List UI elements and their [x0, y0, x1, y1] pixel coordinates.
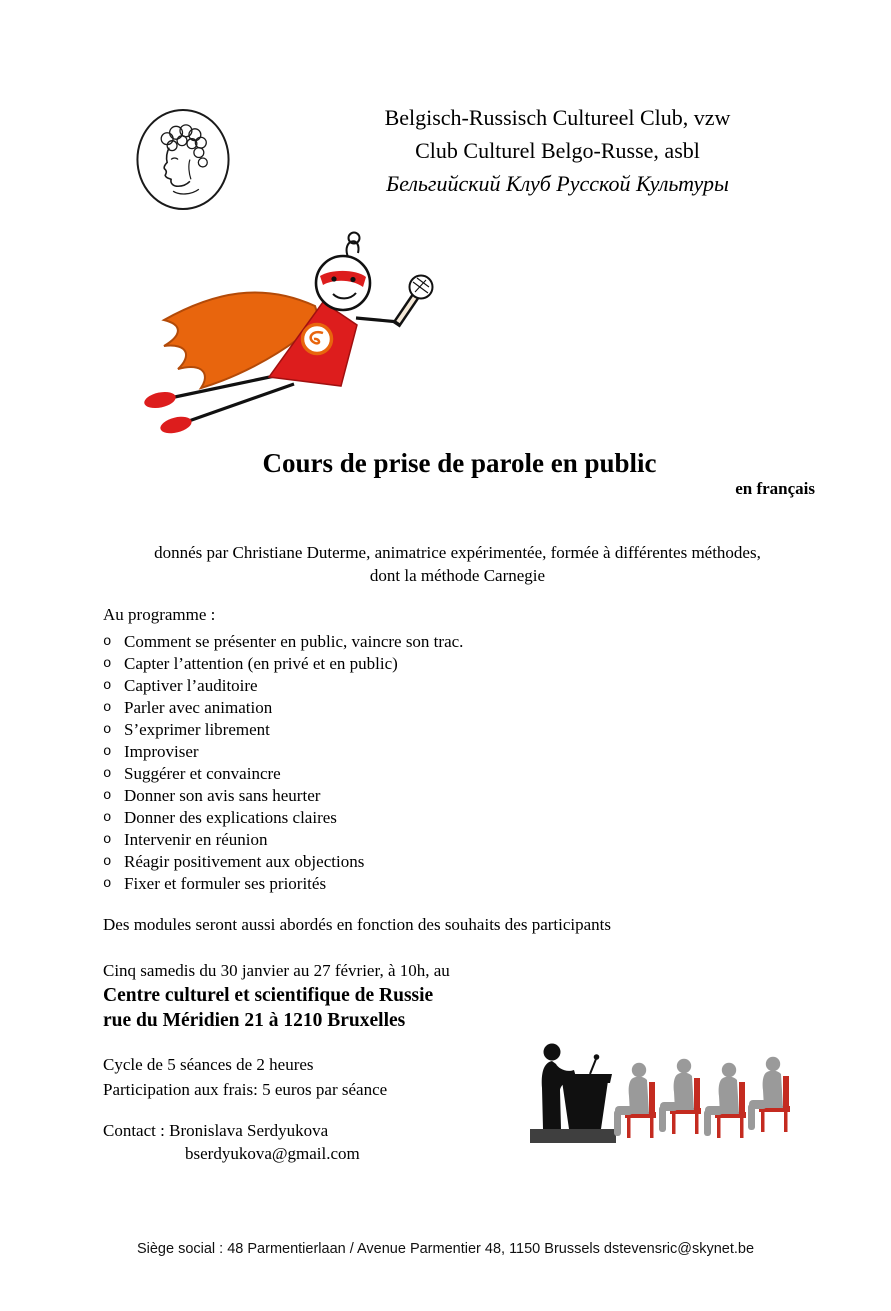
list-bullet: o [103, 810, 112, 826]
program-item [103, 873, 723, 895]
list-bullet: o [103, 788, 112, 804]
program-item [103, 763, 723, 785]
venue-name: Centre culturel et scientifique de Russie [103, 985, 434, 1006]
contact-section [103, 1119, 360, 1165]
list-bullet: o [103, 744, 112, 760]
list-bullet: o [103, 656, 112, 672]
program-item-text: Captiver l’auditoire [124, 676, 258, 695]
cycle-info: Cycle de 5 séances de 2 heures [103, 1055, 314, 1074]
program-item-text: Suggérer et convaincre [124, 764, 281, 783]
contact-email: bserdyukova@gmail.com [185, 1144, 360, 1163]
program-item-text: Comment se présenter en public, vaincre son trac. [124, 632, 464, 651]
program-item [103, 851, 723, 873]
program-item [103, 829, 723, 851]
language-note: en français [735, 479, 815, 498]
list-bullet: o [103, 678, 112, 694]
contact-name: Contact : Bronislava Serdyukova [103, 1121, 329, 1140]
program-item [103, 741, 723, 763]
fee-info: Participation aux frais: 5 euros par séance [103, 1079, 388, 1099]
audience-illustration [528, 1040, 800, 1148]
list-bullet: o [103, 700, 112, 716]
flying-superhero-icon [112, 226, 445, 440]
superhero-illustration [112, 226, 445, 440]
program-item-text: Improviser [124, 742, 199, 761]
program-item-text: Donner des explications claires [124, 808, 337, 827]
instructor-intro [0, 541, 891, 587]
program-item [103, 719, 723, 741]
list-bullet: o [103, 832, 112, 848]
program-item [103, 631, 723, 653]
list-bullet: o [103, 876, 112, 892]
program-item [103, 785, 723, 807]
list-bullet: o [103, 634, 112, 650]
program-item [103, 697, 723, 719]
program-item-text: Fixer et formuler ses priorités [124, 874, 327, 893]
program-item [103, 653, 723, 675]
schedule-section [103, 959, 450, 1033]
speaker-podium-audience-icon [528, 1040, 800, 1148]
program-list [103, 631, 723, 895]
modules-note: Des modules seront aussi abordés en fonction des souhaits des participants [103, 915, 612, 934]
program-item-text: Donner son avis sans heurter [124, 786, 321, 805]
instructor-intro-line1: donnés par Christiane Duterme, animatrice expérimentée, formée à différentes méthodes, [154, 543, 761, 562]
list-bullet: o [103, 766, 112, 782]
program-item-text: S’exprimer librement [124, 720, 270, 739]
list-bullet: o [103, 722, 112, 738]
club-header [280, 101, 835, 200]
program-item [103, 807, 723, 829]
program-section [103, 604, 723, 895]
venue-address: rue du Méridien 21 à 1210 Bruxelles [103, 1010, 406, 1031]
instructor-intro-line2: dont la méthode Carnegie [369, 566, 546, 585]
program-item [103, 675, 723, 697]
program-item-text: Capter l’attention (en privé et en public) [124, 654, 398, 673]
course-title: Cours de prise de parole en public [262, 448, 657, 478]
program-item-text: Intervenir en réunion [124, 830, 268, 849]
program-item-text: Parler avec animation [124, 698, 273, 717]
schedule-intro: Cinq samedis du 30 janvier au 27 février, à 10h, au [103, 961, 450, 980]
program-heading: Au programme : [103, 605, 216, 624]
program-item-text: Réagir positivement aux objections [124, 852, 365, 871]
footer-address: Siège social : 48 Parmentierlaan / Avenue Parmentier 48, 1150 Brussels dstevensric@skynet.be [136, 1241, 755, 1257]
list-bullet: o [103, 854, 112, 870]
pushkin-profile-icon [133, 108, 233, 212]
details-section [103, 1053, 387, 1102]
club-logo [133, 108, 233, 212]
club-name-dutch: Belgisch-Russisch Cultureel Club, vzw [384, 105, 731, 130]
club-name-russian: Бельгийский Клуб Русской Культуры [386, 171, 729, 196]
club-name-french: Club Culturel Belgo-Russe, asbl [415, 138, 700, 163]
